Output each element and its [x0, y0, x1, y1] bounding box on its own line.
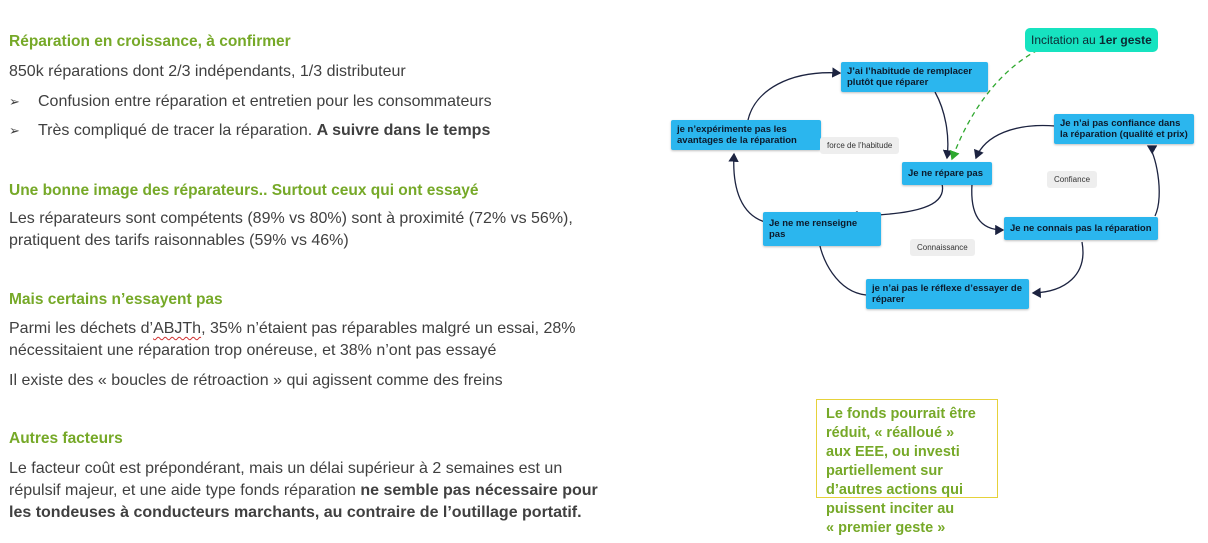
- section-title-facteurs: Autres facteurs: [9, 430, 123, 447]
- pill-confiance: Confiance: [1047, 171, 1097, 188]
- node-experimente: je n’expérimente pas les avantages de la réparation: [671, 120, 821, 150]
- arrow-connais-to-reflexe: [1033, 242, 1083, 293]
- text-fragment: répulsif majeur, et une aide type fonds réparation: [9, 482, 361, 499]
- text-fragment: , 35% n’étaient pas réparables malgré un essai, 28%: [201, 320, 576, 337]
- arrow-experimente-to-habitude: [748, 73, 840, 120]
- text-line: [9, 502, 649, 524]
- arrow-renseigne-to-experimente: [734, 154, 765, 222]
- section-title-reparation: Réparation en croissance, à confirmer: [9, 33, 291, 50]
- bullet-text: Très compliqué de tracer la réparation.: [38, 122, 317, 139]
- bullet-item: [9, 120, 490, 142]
- bullet-text: Confusion entre réparation et entretien pour les consommateurs: [38, 93, 492, 110]
- text-line: Les réparateurs sont compétents (89% vs 80%) sont à proximité (72% vs 56%),: [9, 210, 573, 227]
- callout-line: « premier geste »: [826, 520, 946, 536]
- incitation-label: [1025, 28, 1158, 52]
- arrow-habitude-to-repare: [935, 92, 948, 158]
- node-habitude: J’ai l’habitude de remplacer plutôt que réparer: [841, 62, 988, 92]
- incitation-text: Incitation au: [1031, 33, 1100, 47]
- text-emphasis: ne semble pas nécessaire pour: [360, 482, 598, 499]
- bullet-item: [9, 91, 492, 113]
- arrow-bullet-icon: ➢: [9, 94, 20, 109]
- pill-connaissance: Connaissance: [910, 239, 975, 256]
- node-reflexe: je n’ai pas le réflexe d’essayer de réparer: [866, 279, 1029, 309]
- arrow-repare-to-connais: [972, 184, 1003, 230]
- callout-line: aux EEE, ou investi partiellement sur: [826, 444, 960, 479]
- feedback-loop-diagram: [660, 20, 1200, 320]
- text-line: nécessitaient une réparation trop onéreuse, et 38% n’ont pas essayé: [9, 342, 497, 359]
- node-connais: Je ne connais pas la réparation: [1004, 217, 1158, 240]
- section-text: [9, 458, 649, 524]
- callout-line: d’autres actions qui puissent inciter au: [826, 482, 963, 517]
- node-confiance: Je n’ai pas confiance dans la réparation (qualité et prix): [1054, 114, 1194, 144]
- conclusion-callout: [816, 399, 998, 536]
- text-line: [9, 318, 649, 340]
- text-line: Le facteur coût est prépondérant, mais un délai supérieur à 2 semaines est un: [9, 460, 563, 477]
- text-line: Il existe des « boucles de rétroaction » qui agissent comme des freins: [9, 372, 503, 389]
- text-emphasis: les tondeuses à conducteurs marchants, au contraire de l’outillage portatif.: [9, 504, 582, 521]
- bullet-emphasis: A suivre dans le temps: [316, 122, 491, 139]
- arrow-confiance-to-repare: [976, 126, 1055, 158]
- text-line: pratiquent des tarifs raisonnables (59% vs 46%): [9, 232, 349, 249]
- node-repare-pas: Je ne répare pas: [902, 162, 992, 185]
- section-title-essayent: Mais certains n’essayent pas: [9, 291, 223, 308]
- incitation-emphasis: 1er geste: [1099, 33, 1152, 47]
- spellcheck-flagged-word: ABJTh: [153, 320, 202, 337]
- text-line: [9, 480, 649, 502]
- callout-line: Le fonds pourrait être réduit, « réalloué »: [826, 406, 976, 441]
- arrow-bullet-icon: ➢: [9, 123, 20, 138]
- node-renseigne: Je ne me renseigne pas: [763, 212, 881, 246]
- section-title-image: Une bonne image des réparateurs.. Surtout ceux qui ont essayé: [9, 182, 479, 199]
- section-text: [9, 318, 649, 392]
- arrow-connais-to-confiance: [1148, 146, 1159, 216]
- section-text: [9, 208, 649, 252]
- text-fragment: Parmi les déchets d’: [9, 320, 154, 337]
- pill-force-habitude: force de l’habitude: [820, 137, 899, 154]
- section-text: 850k réparations dont 2/3 indépendants, 1/3 distributeur: [9, 63, 406, 80]
